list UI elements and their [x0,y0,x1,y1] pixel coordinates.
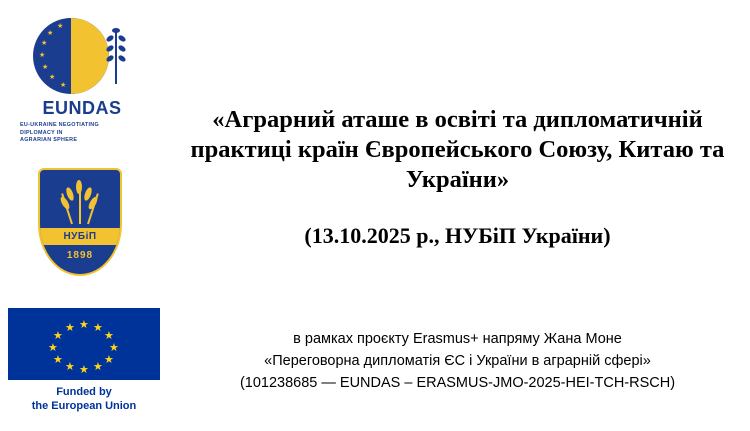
logo-column [0,0,168,431]
eu-funded-line-2: the European Union [31,400,137,412]
eundas-tagline-line-1: EU-UKRAINE NEGOTIATING [20,122,99,128]
eu-funded-line-1: Funded by [56,386,112,398]
eundas-emblem-icon [23,18,141,94]
nubip-year: 1898 [66,250,94,261]
eundas-tagline-line-3: AGRARIAN SPHERE [20,137,78,143]
eu-stars-arc-icon: ★ ★ ★ ★ ★ ★ ★ [39,23,67,89]
eu-funding-logo [8,308,160,414]
nubip-logo [38,168,122,276]
wheat-ear-icon [105,26,127,86]
eundas-wordmark: EUNDAS [42,98,122,118]
eundas-tagline [12,122,152,145]
nubip-wheat-icon [58,180,102,224]
slide-content [175,0,740,431]
slide-footnote [175,328,740,394]
footnote-line-3: (101238685 — EUNDAS – ERASMUS-JMO-2025-HEI-TCH-RSCH) [239,375,676,391]
eundas-circle-icon [33,18,109,94]
shield-icon [38,168,122,276]
eu-funded-caption [8,385,160,413]
nubip-band [40,228,120,245]
slide-title: «Аграрний аташе в освіті та дипломатичній практиці країн Європейського Союзу, Китаю та України» [190,106,725,193]
footnote-line-1: в рамках проєкту Erasmus+ напряму Жана Моне [293,331,622,347]
eundas-tagline-line-2: DIPLOMACY IN [20,129,63,136]
eu-flag-icon: ★ ★ ★ ★ ★ ★ ★ ★ ★ ★ ★ ★ [8,308,160,380]
slide-subtitle: (13.10.2025 р., НУБіП України) [304,223,611,248]
footnote-line-2: «Переговорна дипломатія ЄС і України в аграрній сфері» [264,353,651,369]
eundas-logo [12,18,152,148]
nubip-band-text: НУБіП [63,231,97,242]
